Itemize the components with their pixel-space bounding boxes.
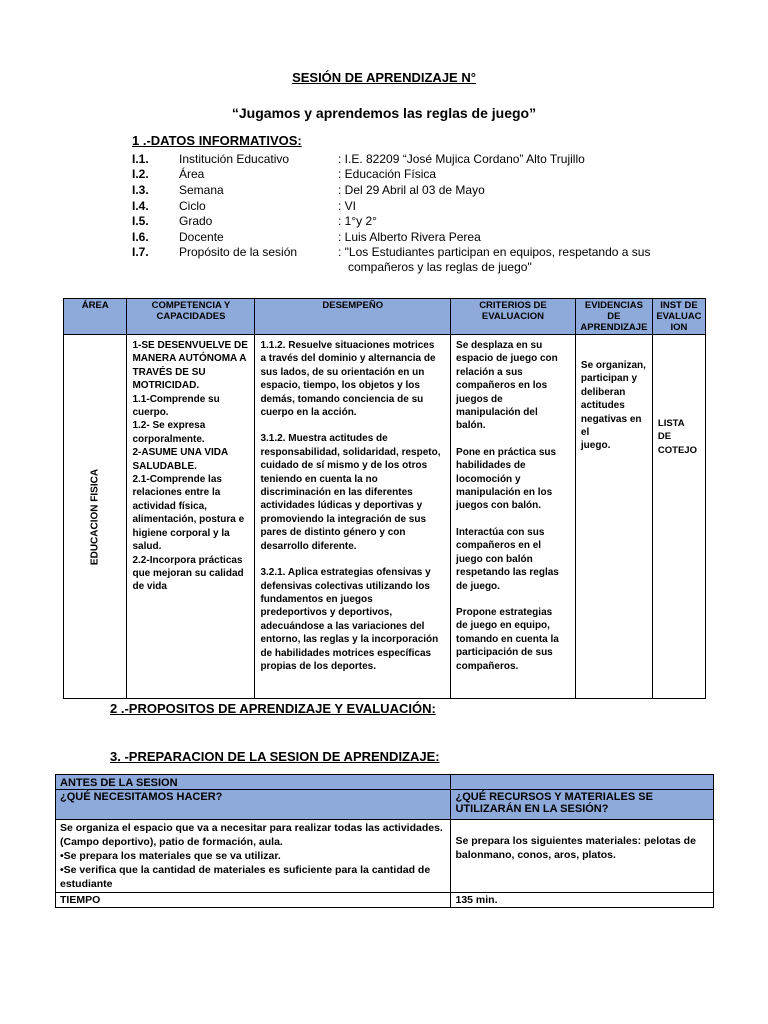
info-label: Grado (179, 214, 213, 228)
text-line: propias de los deportes. (260, 660, 377, 672)
text-line: actitudes (580, 400, 625, 412)
text-line: que mejoran su calidad (132, 567, 244, 579)
info-value: : Luis Alberto Rivera Perea (338, 230, 481, 244)
text-line: •Se prepara los materiales que se va utilizar. (60, 850, 281, 862)
desempeno-cell (255, 335, 451, 699)
text-line: 1.2- Se expresa (132, 420, 206, 432)
text-line: actividad física, (132, 500, 207, 512)
text-line: sus lados, de su orientación en un (260, 366, 425, 378)
text-line: 3.1.2. Muestra actitudes de (260, 433, 388, 445)
tiempo-label: TIEMPO (56, 893, 451, 908)
text-line: COTEJO (657, 444, 697, 456)
text-line: 3.2.1. Aplica estrategias ofensivas y (260, 567, 431, 579)
instrumento-cell (652, 335, 705, 699)
paragraph (456, 606, 570, 673)
text-line: deliberan (580, 386, 626, 398)
text-line: espacio de juego con (456, 353, 558, 365)
info-value: : Del 29 Abril al 03 de Mayo (338, 183, 485, 197)
text-line: defensivas colectivas utilizando los (260, 580, 430, 592)
text-line: espacio, tiempo, los objetos y los (260, 380, 420, 392)
text-line: •Se verifica que la cantidad de materiales es suficiente para la cantidad de estudiante (60, 864, 431, 890)
text-line: predeportivos y deportivos, (260, 607, 393, 619)
header-instrumento: INST DE EVALUAC ION (652, 299, 705, 335)
text-line: locomoción y (456, 473, 521, 485)
text-line: de juego. (456, 580, 500, 592)
info-value: : 1°y 2° (338, 214, 377, 228)
text-line: responsabilidad, solidaridad, respeto, (260, 446, 441, 458)
prep-body-row (56, 820, 714, 893)
recursos-cell: Se prepara los siguientes materiales: pelotas de balonmano, conos, aros, platos. (451, 820, 714, 893)
text-line: negativas en el (580, 413, 642, 439)
text-line: de vida (132, 581, 167, 593)
text-line: corporalmente. (132, 433, 205, 445)
text-line: Se organiza el espacio que va a necesitar para realizar todas las actividades. (60, 822, 443, 834)
text-line: compañeros en los (456, 380, 548, 392)
info-row (132, 230, 692, 246)
text-line: SALUDABLE. (132, 460, 197, 472)
text-line: respetando las reglas (456, 567, 559, 579)
header-desempeno: DESEMPEÑO (255, 299, 451, 335)
header-criterios: CRITERIOS DE EVALUACION (451, 299, 576, 335)
prep-header-row (56, 790, 714, 820)
text-line: participan y (580, 373, 638, 385)
info-number: I.7. (132, 245, 149, 259)
header-competencia: COMPETENCIA Y CAPACIDADES (127, 299, 255, 335)
text-line: habilidades de (456, 460, 526, 472)
info-number: I.3. (132, 183, 149, 197)
text-line: balón. (456, 420, 486, 432)
info-label: Ciclo (179, 199, 206, 213)
info-label: Docente (179, 230, 224, 244)
info-row (132, 245, 692, 274)
text-line: pares de distinto género y con (260, 527, 406, 539)
text-line: desarrollo diferente. (260, 540, 357, 552)
info-number: I.5. (132, 214, 149, 228)
text-line: Pone en práctica sus (456, 446, 557, 458)
evidencias-cell (575, 335, 652, 699)
text-line: relaciones entre la (132, 487, 221, 499)
text-line: juegos de (456, 393, 503, 405)
text-line: a través del dominio y alternancia de (260, 353, 436, 365)
text-line: 1.1-Comprende su (132, 393, 220, 405)
text-line: TRAVÉS DE SU (132, 366, 206, 378)
info-label: Área (179, 167, 205, 181)
text-line: Se desplaza en su (456, 340, 543, 351)
competencias-header-row (64, 299, 706, 335)
text-line: Interactúa con sus (456, 526, 545, 538)
paragraph (456, 526, 570, 593)
text-line: cuerpo en la acción. (260, 407, 357, 419)
session-subtitle: “Jugamos y aprendemos las reglas de juego” (231, 105, 537, 121)
paragraph (260, 339, 445, 419)
text-line: juego con balón (456, 553, 533, 565)
area-cell (64, 335, 127, 699)
text-line: cuerpo. (132, 407, 169, 419)
propositos-heading: 2 .-PROPOSITOS DE APRENDIZAJE Y EVALUACIÓN: (110, 701, 436, 716)
text-line: higiene corporal y la (132, 527, 230, 539)
text-line: entorno, las reglas y la incorporación (260, 634, 439, 646)
text-line: relación a sus (456, 366, 523, 378)
info-row (132, 152, 692, 168)
area-label: EDUCACION FISICA (89, 468, 101, 565)
paragraph (456, 446, 570, 513)
text-line: participación de sus (456, 647, 553, 659)
text-line: 2.2-Incorpora prácticas (132, 554, 243, 566)
antes-row (56, 775, 714, 790)
header-area: ÁREA (64, 299, 127, 335)
text-line: adecuándose a las variaciones del (260, 620, 425, 632)
text-line: juego. (580, 440, 611, 452)
tiempo-value: 135 min. (451, 893, 714, 908)
text-line: compañeros en el (456, 540, 542, 552)
text-line: MOTRICIDAD. (132, 380, 200, 392)
text-line: salud. (132, 541, 162, 553)
competencias-body-row (64, 335, 706, 699)
criterios-cell (451, 335, 576, 699)
text-line: tomando en cuenta la (456, 633, 559, 645)
text-line: discriminación en las diferentes (260, 487, 413, 499)
antes-label: ANTES DE LA SESION (56, 775, 451, 790)
info-value: : I.E. 82209 “José Mujica Cordano” Alto Trujillo (338, 152, 585, 166)
competencias-table (63, 298, 706, 699)
info-number: I.4. (132, 199, 149, 213)
info-row (132, 199, 692, 215)
text-line: 1-SE DESENVUELVE DE (132, 340, 248, 351)
text-line: (Campo deportivo), patio de formación, aula. (60, 836, 283, 848)
info-value-continued: compañeros y las reglas de juego" (348, 260, 532, 274)
paragraph (260, 566, 445, 673)
paragraph (260, 432, 445, 553)
text-line: LISTA DE (657, 418, 685, 443)
info-label: Institución Educativo (179, 152, 290, 166)
text-line: de juego en equipo, (456, 620, 550, 632)
preparacion-table (55, 774, 714, 908)
info-number: I.6. (132, 230, 149, 244)
info-value: : Educación Física (338, 167, 437, 181)
session-title: SESIÓN DE APRENDIZAJE N° (292, 70, 476, 85)
tiempo-row (56, 893, 714, 908)
antes-empty (451, 775, 714, 790)
text-line: juegos con balón. (456, 500, 542, 512)
text-line: manipulación en los (456, 487, 553, 499)
text-line: compañeros. (456, 660, 519, 672)
info-value: : "Los Estudiantes participan en equipos, respetando a sus (338, 245, 651, 259)
text-line: Se organizan, (580, 360, 646, 371)
info-row (132, 214, 692, 230)
text-line: teniendo en cuenta la no (260, 473, 378, 485)
info-label: Semana (179, 183, 224, 197)
necesitamos-header: ¿QUÉ NECESITAMOS HACER? (56, 790, 451, 820)
datos-informativos-heading: 1 .-DATOS INFORMATIVOS: (132, 133, 302, 148)
text-line: Propone estrategias (456, 606, 553, 618)
info-row (132, 167, 692, 183)
text-line: demás, tomando conciencia de su (260, 393, 424, 405)
text-line: fundamentos en juegos (260, 593, 373, 605)
text-line: cuidado de sí mismo y de los otros (260, 460, 428, 472)
necesitamos-cell (56, 820, 451, 893)
text-line: 1.1.2. Resuelve situaciones motrices (260, 340, 435, 351)
text-line: 2.1-Comprende las (132, 474, 222, 486)
text-line: MANERA AUTÓNOMA A (132, 353, 247, 365)
text-line: promoviendo la integración de sus (260, 513, 427, 525)
text-line: 2-ASUME UNA VIDA (132, 447, 229, 459)
text-line: actividades lúdicas y deportivas y (260, 500, 423, 512)
header-evidencias: EVIDENCIAS DE APRENDIZAJE (575, 299, 652, 335)
info-row (132, 183, 692, 199)
text-line: de habilidades motrices específicas (260, 647, 432, 659)
info-value: : VI (338, 199, 357, 213)
competencia-cell (127, 335, 255, 699)
info-number: I.1. (132, 152, 149, 166)
info-number: I.2. (132, 167, 149, 181)
text-line: manipulación del (456, 407, 538, 419)
preparacion-heading: 3. -PREPARACION DE LA SESION DE APRENDIZAJE: (110, 749, 440, 764)
paragraph (456, 339, 570, 433)
recursos-header: ¿QUÉ RECURSOS Y MATERIALES SE UTILIZARÁN EN LA SESIÓN? (451, 790, 714, 820)
info-label: Propósito de la sesión (179, 245, 298, 259)
text-line: alimentación, postura e (132, 514, 245, 526)
